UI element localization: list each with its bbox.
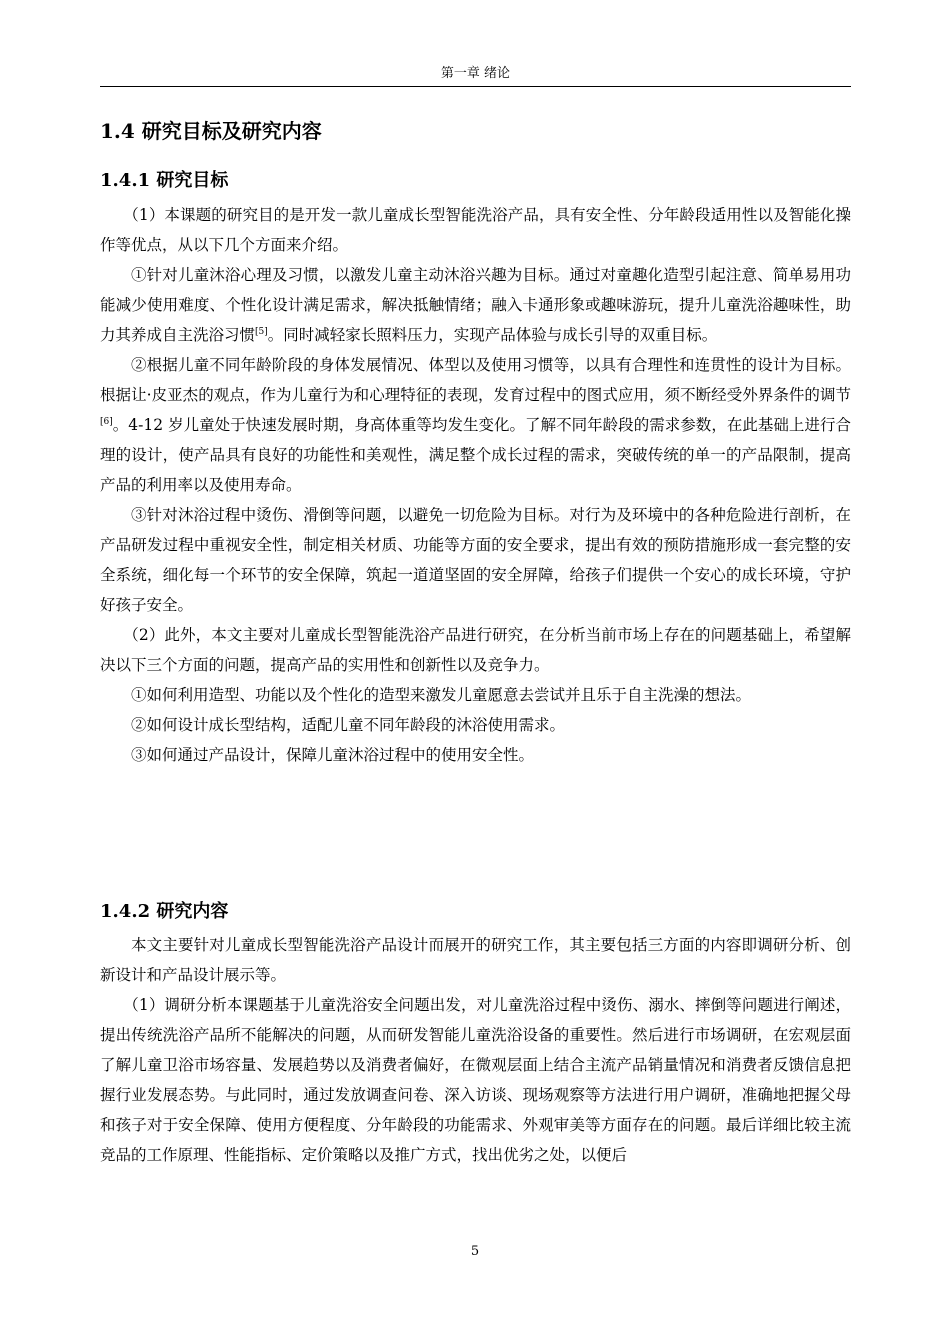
section-heading: 1.4 研究目标及研究内容 <box>100 119 322 143</box>
goals-body <box>100 200 851 770</box>
page-number: 5 <box>470 1244 480 1259</box>
paragraph: ②如何设计成长型结构，适配儿童不同年龄段的沐浴使用需求。 <box>131 716 566 734</box>
paragraph <box>100 350 851 500</box>
paragraph-text: ①针对儿童沐浴心理及习惯，以激发儿童主动沐浴兴趣为目标。通过对童趣化造型引起注意、简单易用功能减少使用难度、个性化设计满足需求，解决抵触情绪；融入卡通形象或趣味游玩，提升儿童洗浴趣味性，助力其养成自主洗浴习惯 <box>100 266 851 344</box>
header-divider <box>100 86 851 87</box>
paragraph-text: ②根据儿童不同年龄阶段的身体发展情况、体型以及使用习惯等，以具有合理性和连贯性的设计为目标。根据让·皮亚杰的观点，作为儿童行为和心理特征的表现，发育过程中的图式应用，须不断经受外界条件的调节 <box>100 356 851 404</box>
paragraph: （1）本课题的研究目的是开发一款儿童成长型智能洗浴产品，具有安全性、分年龄段适用性以及智能化操作等优点，从以下几个方面来介绍。 <box>100 206 851 254</box>
subsection-heading-goals: 1.4.1 研究目标 <box>100 170 229 191</box>
paragraph: （2）此外，本文主要对儿童成长型智能洗浴产品进行研究，在分析当前市场上存在的问题基础上，希望解决以下三个方面的问题，提高产品的实用性和创新性以及竞争力。 <box>100 626 851 674</box>
paragraph: ①如何利用造型、功能以及个性化的造型来激发儿童愿意去尝试并且乐于自主洗澡的想法。 <box>131 686 752 704</box>
paragraph-text: 。同时减轻家长照料压力，实现产品体验与成长引导的双重目标。 <box>267 326 718 344</box>
paragraph: 本文主要针对儿童成长型智能洗浴产品设计而展开的研究工作，其主要包括三方面的内容即调研分析、创新设计和产品设计展示等。 <box>100 936 851 984</box>
paragraph: ③针对沐浴过程中烫伤、滑倒等问题，以避免一切危险为目标。对行为及环境中的各种危险进行剖析，在产品研发过程中重视安全性，制定相关材质、功能等方面的安全要求，提出有效的预防措施形成一套完整的安全系统，细化每一个环节的安全保障，筑起一道道坚固的安全屏障，给孩子们提供一个安心的成长环境，守护好孩子安全。 <box>100 506 851 614</box>
content-body <box>100 930 851 1170</box>
paragraph: （1）调研分析本课题基于儿童洗浴安全问题出发，对儿童洗浴过程中烫伤、溺水、摔倒等问题进行阐述，提出传统洗浴产品所不能解决的问题，从而研发智能儿童洗浴设备的重要性。然后进行市场调研，在宏观层面了解儿童卫浴市场容量、发展趋势以及消费者偏好，在微观层面上结合主流产品销量情况和消费者反馈信息把握行业发展态势。与此同时，通过发放调查问卷、深入访谈、现场观察等方法进行用户调研，准确地把握父母和孩子对于安全保障、使用方便程度、分年龄段的功能需求、外观审美等方面存在的问题。最后详细比较主流竞品的工作原理、性能指标、定价策略以及推广方式，找出优劣之处，以便后 <box>100 996 851 1164</box>
paragraph <box>100 260 851 350</box>
running-header: 第一章 绪论 <box>440 66 511 81</box>
paragraph: ③如何通过产品设计，保障儿童沐浴过程中的使用安全性。 <box>131 746 535 764</box>
citation-ref: [5] <box>255 326 268 337</box>
citation-ref: [6] <box>100 416 113 427</box>
subsection-heading-content: 1.4.2 研究内容 <box>100 901 229 922</box>
paragraph-text: 。4-12 岁儿童处于快速发展时期，身高体重等均发生变化。了解不同年龄段的需求参数，在此基础上进行合理的设计，使产品具有良好的功能性和美观性，满足整个成长过程的需求，突破传统的单一的产品限制，提高产品的利用率以及使用寿命。 <box>100 416 851 494</box>
